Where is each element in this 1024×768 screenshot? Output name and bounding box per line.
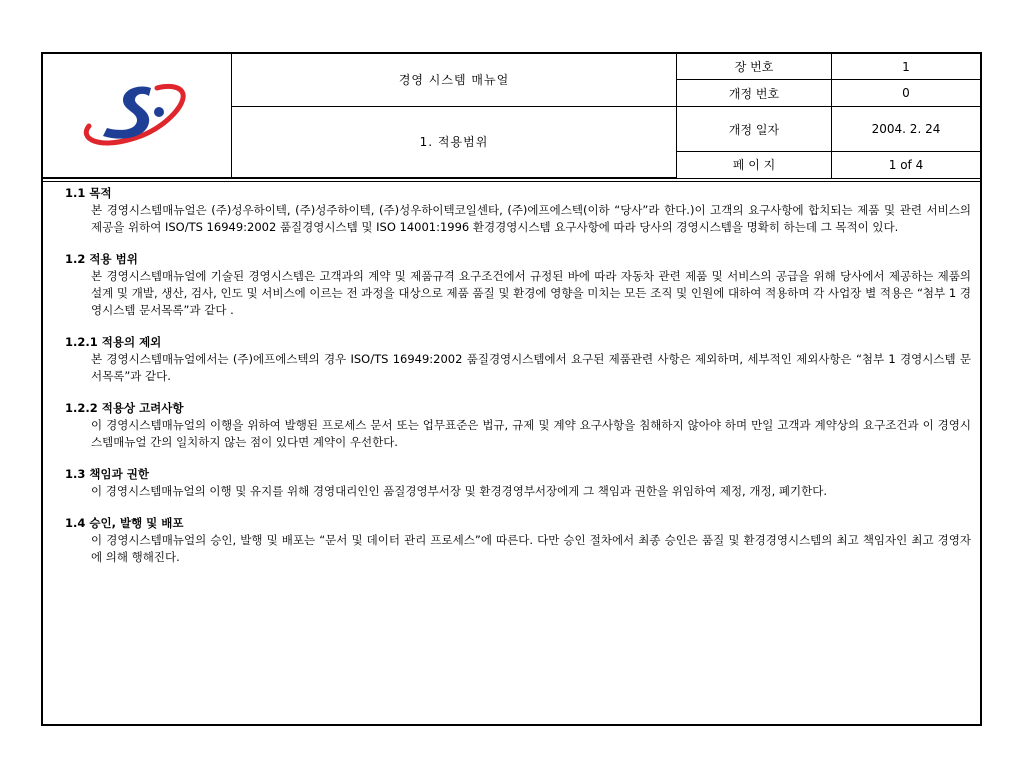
header-separator bbox=[43, 178, 980, 182]
revision-date-value: 2004. 2. 24 bbox=[832, 106, 981, 151]
section-considerations bbox=[65, 400, 971, 451]
revision-number-label: 개정 번호 bbox=[677, 80, 832, 107]
company-s-logo-icon bbox=[77, 74, 197, 154]
section-body: 본 경영시스템매뉴얼에서는 (주)에프에스텍의 경우 ISO/TS 16949:2002 품질경영시스템에서 요구된 제품관련 사항은 제외하며, 세부적인 제외사항은 “첨부 1 경영시스템 문서목록”과 같다. bbox=[91, 352, 971, 383]
section-purpose bbox=[65, 185, 971, 236]
section-approval bbox=[65, 515, 971, 566]
document-body bbox=[65, 185, 971, 581]
section-body: 본 경영시스템매뉴얼은 (주)성우하이텍, (주)성주하이텍, (주)성우하이텍코일센타, (주)에프에스텍(이하 “당사”라 한다.)이 고객의 요구사항에 합치되는 제품 및 관련 서비스의 제공을 위하여 ISO/TS 16949:2002 품질경영시스템 및 ISO 14001:1996 환경경영시스템 요구사항에 따라 당사의 경영시스템을 명확히 하는데 그 목적이 있다. bbox=[91, 203, 971, 234]
section-exclusions bbox=[65, 334, 971, 385]
section-body: 이 경영시스템매뉴얼의 이행을 위하여 발행된 프로세스 문서 또는 업무표준은 법규, 규제 및 계약 요구사항을 침해하지 않아야 하며 만일 고객과 계약상의 요구조건과 이 경영시스템매뉴얼 간의 일치하지 않는 점이 있다면 계약이 우선한다. bbox=[91, 418, 971, 449]
chapter-number-label: 장 번호 bbox=[677, 54, 832, 80]
section-body: 본 경영시스템매뉴얼에 기술된 경영시스템은 고객과의 계약 및 제품규격 요구조건에서 규정된 바에 따라 자동차 관련 제품 및 서비스의 공급을 위해 당사에서 제공하는 제품의 설계 및 개발, 생산, 검사, 인도 및 서비스에 이르는 전 과정을 대상으로 제품 품질 및 환경에 영향을 미치는 모든 조직 및 인원에 대하여 적용하며 각 사업장 별 적용은 “첨부 1 경영시스템 문서목록”과 같다 . bbox=[91, 269, 971, 317]
revision-number-value: 0 bbox=[832, 80, 981, 107]
section-heading: 1.2.2 적용상 고려사항 bbox=[65, 401, 184, 415]
section-body: 이 경영시스템매뉴얼의 승인, 발행 및 배포는 “문서 및 데이터 관리 프로세스”에 따른다. 다만 승인 절차에서 최종 승인은 품질 및 환경경영시스템의 최고 책임자인 최고 경영자에 의해 행해진다. bbox=[91, 533, 971, 564]
section-heading: 1.2 적용 범위 bbox=[65, 252, 138, 266]
section-title: 1. 적용범위 bbox=[232, 106, 677, 177]
section-heading: 1.3 책임과 권한 bbox=[65, 467, 149, 481]
section-scope bbox=[65, 251, 971, 319]
chapter-number-value: 1 bbox=[832, 54, 981, 80]
revision-date-label: 개정 일자 bbox=[677, 106, 832, 151]
section-heading: 1.2.1 적용의 제외 bbox=[65, 335, 162, 349]
document-title: 경영 시스템 매뉴얼 bbox=[232, 54, 677, 106]
section-heading: 1.1 목적 bbox=[65, 186, 112, 200]
section-responsibility bbox=[65, 466, 971, 500]
document-frame bbox=[41, 52, 982, 726]
section-heading: 1.4 승인, 발행 및 배포 bbox=[65, 516, 184, 530]
section-body: 이 경영시스템매뉴얼의 이행 및 유지를 위해 경영대리인인 품질경영부서장 및 환경경영부서장에게 그 책임과 권한을 위임하여 제정, 개정, 폐기한다. bbox=[91, 484, 827, 498]
page-label: 페 이 지 bbox=[677, 152, 832, 178]
logo-cell bbox=[43, 54, 232, 178]
document-header-table bbox=[43, 54, 980, 178]
page-value: 1 of 4 bbox=[832, 152, 981, 178]
